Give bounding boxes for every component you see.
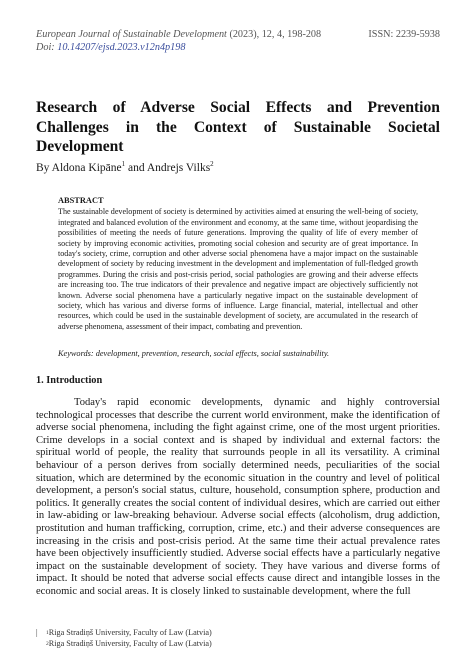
- footnote-2: [36, 639, 440, 650]
- footnote-1: | 1 Riga Stradiņš University, Faculty of Law (Latvia): [36, 628, 212, 637]
- author-2-footnote-mark: 2: [210, 160, 214, 168]
- abstract-text: The sustainable development of society is determined by activities aimed at ensuring the well-being of society, integrated and balanced evolution of the environment and economy, at the same time, without jeopardising the possibilities of meeting the needs of future generations. Improving the quality of life of every member of society by improving economic activities, promoting social cohesion and security are of great importance. In today's society, crime, corruption and other adverse social phenomena have a major impact on the sustainable development of society by reducing investment in the development and implementation of full-fledged growth programmes. During the crisis and post-crisis period, social pathologies are growing and their adverse effects are increasing too. The true indicators of their prevalence and negative impact are objectively sufficiently not known. Adverse social phenomena have a particularly negative impact on the sustainable development of society, which has various and diverse forms of influence. Large financial, material, intellectual and other resources, which could be used in the sustainable development of society, are accumulated in the research of adverse phenomena, assessment of their impact, combating and prevention.: [58, 207, 418, 331]
- abstract: [58, 196, 418, 332]
- abstract-heading: ABSTRACT: [58, 196, 104, 205]
- footnote-2-text: Riga Stradiņš University, Faculty of Law (Latvia): [48, 638, 212, 648]
- section-heading: 1. Introduction: [36, 375, 103, 386]
- keywords: Keywords: development, prevention, research, social effects, social sustainability.: [58, 349, 330, 358]
- doi-label: Doi:: [36, 42, 58, 53]
- introduction-paragraph: Today's rapid economic developments, dynamic and highly controversial technological processes that describe the current world environment, make the identification of adverse social phenomena, including the fight against crime, one of the most urgent priorities. Crime develops in a social context and is shaped by individual and external factors: the spiritual world of people, the reality that surrounds people in all its versatility. A criminal behaviour of a person derives from socially determined needs, peculiarities of the social situation, which are determined by the economic situation in the country and level of political development, a person's social status, culture, household, consumption sphere, production and politics. It generally creates the social content of individual desires, which are carried out either in law-abiding or law-breaking behaviour. Adverse social effects (alcoholism, drug addiction, prostitution and human trafficking, corruption, crime, etc.) and their adverse consequences are increasing in the crisis and post-crisis period. At the same time their actual prevalence rates have been objectively insufficiently studied. Adverse social effects have a particularly negative impact on the sustainable development of society. They have various and diverse forms of impact. It should be noted that adverse social effects cause direct and intangible losses in the economic and social areas. It is closely linked to sustainable development, where the full: [36, 397, 440, 597]
- introduction-body: [36, 397, 440, 599]
- doi-line: [36, 41, 185, 54]
- footnote-1-mark: 1: [46, 630, 49, 636]
- paper-title: Research of Adverse Social Effects and Prevention Challenges in the Context of Sustainable Societal Development: [36, 99, 440, 155]
- author-2: Andrejs Vilks: [146, 161, 211, 174]
- author-1-footnote-mark: 1: [121, 160, 126, 168]
- journal-citation: [36, 28, 321, 41]
- journal-info: (2023), 12, 4, 198-208: [226, 29, 322, 40]
- footnotes: [36, 628, 440, 649]
- footnote-2-mark: 2: [46, 640, 49, 647]
- issn: ISSN: 2239-5938: [368, 29, 440, 40]
- author-line: [36, 160, 440, 174]
- author-joiner: and: [125, 161, 147, 174]
- author-1: Aldona Kipāne: [51, 161, 122, 174]
- footnote-1-text: Riga Stradiņš University, Faculty of Law (Latvia): [48, 628, 212, 637]
- running-header: [36, 28, 440, 54]
- journal-name: European Journal of Sustainable Development: [36, 29, 227, 40]
- author-prefix: By: [36, 161, 52, 174]
- doi-link[interactable]: 10.14207/ejsd.2023.v12n4p198: [57, 42, 186, 53]
